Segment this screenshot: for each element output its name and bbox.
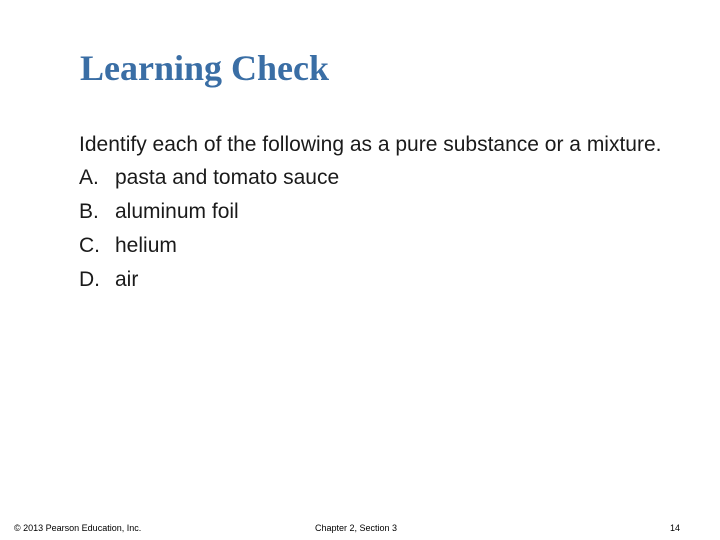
option-text: pasta and tomato sauce: [115, 166, 340, 189]
question-text: Identify each of the following as a pure substance or a mixture.: [79, 133, 662, 156]
option-letter: B.: [79, 200, 99, 223]
option-text: aluminum foil: [115, 200, 239, 223]
slide-body: [79, 128, 679, 297]
option-d: [79, 263, 679, 297]
option-letter: C.: [79, 234, 100, 257]
option-a: [79, 161, 679, 195]
option-text: air: [115, 268, 139, 291]
option-letter: D.: [79, 268, 100, 291]
option-letter: A.: [79, 166, 99, 189]
slide-title: Learning Check: [80, 48, 330, 88]
option-c: [79, 229, 679, 263]
footer-copyright: © 2013 Pearson Education, Inc.: [14, 523, 142, 533]
footer-chapter: Chapter 2, Section 3: [315, 523, 398, 533]
answer-options: [79, 161, 679, 297]
option-text: helium: [115, 234, 177, 257]
footer-page-number: 14: [669, 523, 680, 533]
option-b: [79, 195, 679, 229]
